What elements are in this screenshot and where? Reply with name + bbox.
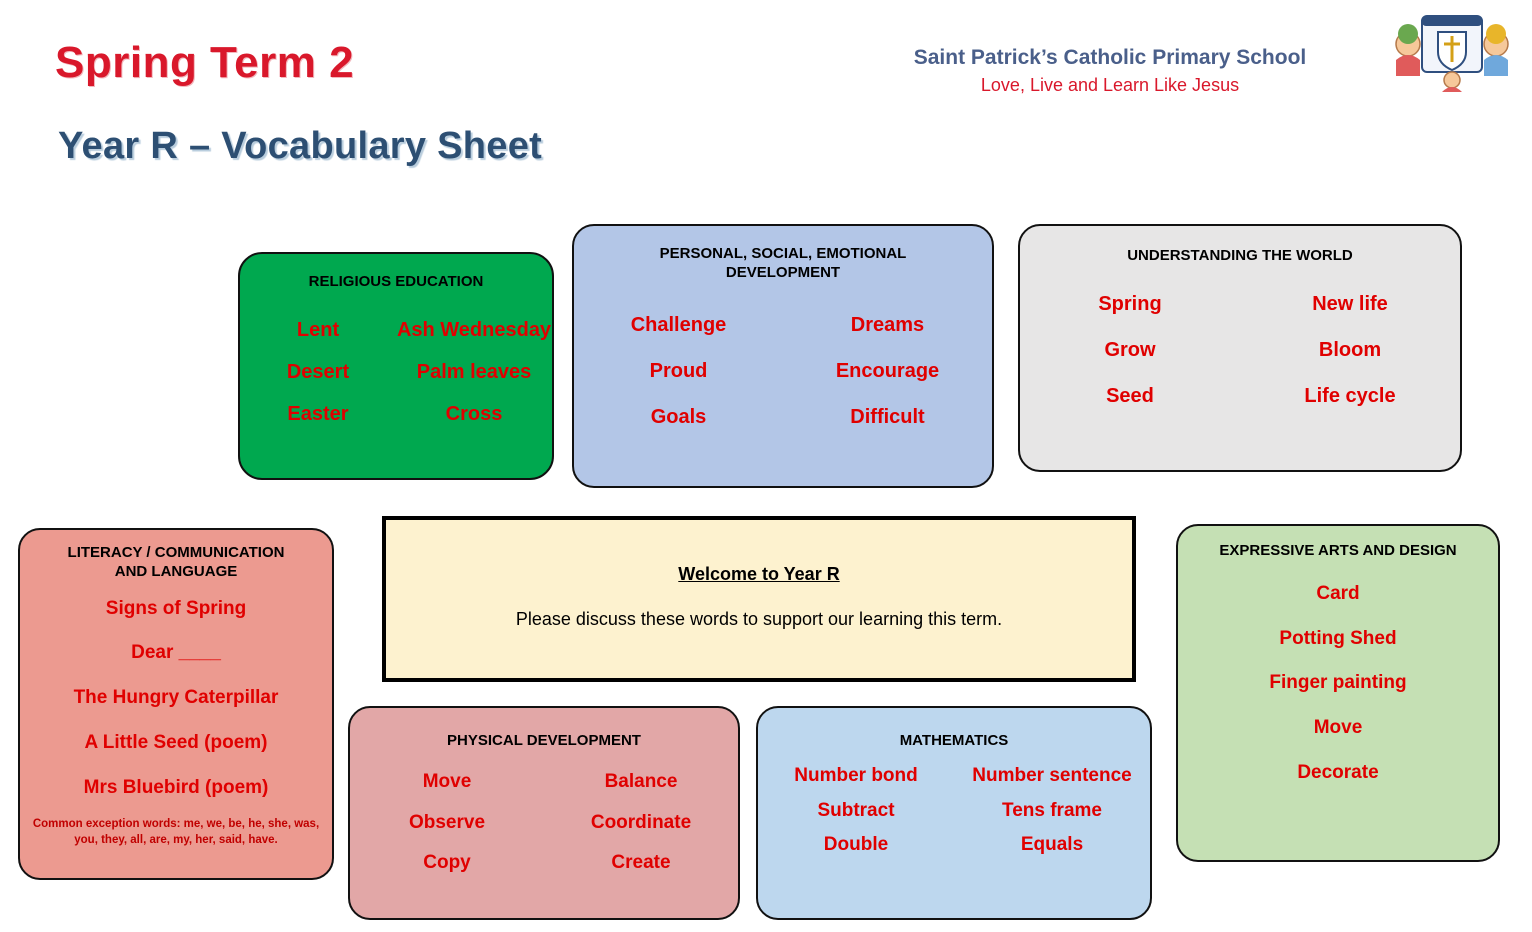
- subject-title: RELIGIOUS EDUCATION: [308, 273, 484, 290]
- subject-title: PHYSICAL DEVELOPMENT: [447, 732, 641, 749]
- vocabulary-word: Life cycle: [1304, 384, 1396, 407]
- school-crest-icon: [1392, 10, 1512, 92]
- vocabulary-word: Dear ____: [131, 642, 221, 664]
- page-header: [0, 0, 1532, 200]
- vocabulary-word: Proud: [649, 359, 708, 382]
- word-list: [758, 765, 1150, 857]
- vocabulary-word: Easter: [287, 402, 349, 425]
- vocabulary-word: Number sentence: [972, 764, 1132, 786]
- vocabulary-word: Tens frame: [1002, 799, 1102, 821]
- vocabulary-word: Balance: [604, 770, 678, 792]
- subject-card-mathematics: [756, 706, 1152, 920]
- vocabulary-word: Bloom: [1318, 338, 1382, 361]
- school-motto: Love, Live and Learn Like Jesus: [980, 75, 1240, 95]
- welcome-title: Welcome to Year R: [678, 564, 840, 584]
- vocabulary-word: Copy: [423, 852, 471, 874]
- page-title: Year R – Vocabulary Sheet: [58, 125, 543, 167]
- vocabulary-word: New life: [1312, 292, 1388, 315]
- subject-title-line1: PERSONAL, SOCIAL, EMOTIONAL: [659, 245, 907, 262]
- common-exception-words-note: Common exception words: me, we, be, he, she, was, you, they, all, are, my, her, said, have.: [32, 818, 320, 846]
- vocabulary-word: A Little Seed (poem): [84, 731, 268, 753]
- vocabulary-word: Number bond: [794, 764, 918, 786]
- subject-title: EXPRESSIVE ARTS AND DESIGN: [1219, 542, 1457, 559]
- word-list: [1020, 292, 1460, 408]
- word-list: [20, 598, 332, 822]
- vocabulary-word: Observe: [408, 811, 486, 833]
- vocabulary-word: The Hungry Caterpillar: [73, 687, 279, 709]
- welcome-panel: [382, 516, 1136, 682]
- vocabulary-word: Move: [422, 770, 472, 792]
- vocabulary-word: Signs of Spring: [105, 597, 247, 619]
- vocabulary-word: Desert: [286, 360, 350, 383]
- subject-card-expressive-arts-and-design: [1176, 524, 1500, 862]
- vocabulary-word: Subtract: [817, 799, 895, 821]
- subject-title-line1: LITERACY / COMMUNICATION: [67, 544, 285, 561]
- vocabulary-word: Finger painting: [1269, 672, 1407, 694]
- vocabulary-word: Potting Shed: [1279, 627, 1397, 649]
- vocabulary-word: Coordinate: [590, 811, 692, 833]
- vocabulary-word: Difficult: [850, 405, 925, 428]
- word-list: [350, 771, 738, 875]
- vocabulary-word: Lent: [296, 318, 340, 341]
- vocabulary-word: Grow: [1104, 338, 1156, 361]
- subject-title-line2: DEVELOPMENT: [725, 263, 841, 281]
- vocabulary-word: Decorate: [1297, 761, 1379, 783]
- vocabulary-word: Dreams: [850, 313, 925, 336]
- vocabulary-word: Spring: [1098, 292, 1162, 315]
- word-list: [574, 313, 992, 429]
- subject-title: [574, 245, 992, 283]
- school-name: Saint Patrick’s Catholic Primary School: [913, 46, 1307, 69]
- vocabulary-word: Create: [611, 852, 671, 874]
- term-title: Spring Term 2: [55, 38, 355, 87]
- subject-card-literacy: [18, 528, 334, 880]
- subject-title: UNDERSTANDING THE WORLD: [1127, 247, 1353, 264]
- word-list: [1178, 583, 1498, 807]
- vocabulary-word: Cross: [445, 402, 503, 425]
- vocabulary-word: Palm leaves: [416, 360, 532, 383]
- subject-card-physical-development: [348, 706, 740, 920]
- vocabulary-word: Mrs Bluebird (poem): [83, 776, 269, 798]
- vocabulary-word: Encourage: [835, 359, 940, 382]
- subject-title: [20, 544, 332, 582]
- subject-card-understanding-the-world: [1018, 224, 1462, 472]
- vocabulary-word: Seed: [1106, 384, 1154, 407]
- vocabulary-word: Equals: [1020, 834, 1084, 856]
- vocabulary-word: Double: [823, 834, 889, 856]
- welcome-text: Please discuss these words to support our learning this term.: [515, 609, 1003, 629]
- vocabulary-word: Challenge: [630, 313, 727, 336]
- subject-card-religious-education: [238, 252, 554, 480]
- subject-card-psed: [572, 224, 994, 488]
- subject-title-line2: AND LANGUAGE: [114, 562, 238, 580]
- vocabulary-word: Goals: [650, 405, 707, 428]
- word-list: [240, 318, 552, 426]
- vocabulary-word: Move: [1313, 717, 1363, 739]
- vocabulary-word: Ash Wednesday: [396, 318, 552, 341]
- vocabulary-word: Card: [1316, 582, 1360, 604]
- subject-title: MATHEMATICS: [899, 732, 1009, 749]
